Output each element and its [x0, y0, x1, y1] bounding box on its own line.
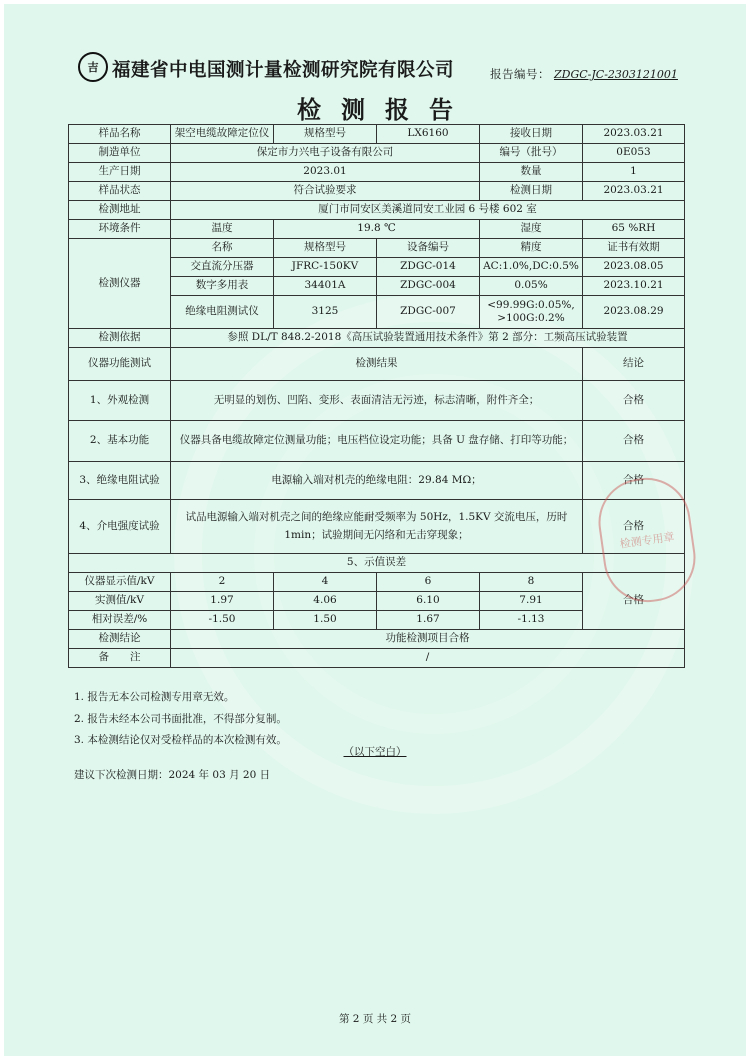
model-value: LX6160 [377, 125, 480, 144]
label-address: 检测地址 [69, 201, 171, 220]
instr-header-precision: 精度 [480, 239, 583, 258]
test-result: 仪器具备电缆故障定位测量功能；电压档位设定功能；具备 U 盘存储、打印等功能； [171, 421, 583, 462]
stamp-text: 检测专用章 [618, 530, 676, 551]
instr-name: 数字多用表 [171, 277, 274, 296]
report-number-value: ZDGC-JC-2303121001 [554, 68, 678, 81]
test-conclusion: 合格 [583, 462, 685, 500]
display-row [69, 573, 685, 592]
instr-precision [480, 296, 583, 329]
test-result: 无明显的划伤、凹陷、变形、表面清洁无污迹，标志清晰，附件齐全； [171, 381, 583, 421]
display-value: 4 [274, 573, 377, 592]
note-item: 2. 报告未经本公司书面批准，不得部分复制。 [74, 712, 287, 725]
label-hum: 湿度 [480, 220, 583, 239]
test-name: 4、介电强度试验 [69, 500, 171, 554]
label-env: 环境条件 [69, 220, 171, 239]
actual-value: 4.06 [274, 592, 377, 611]
label-rel: 相对误差/% [69, 611, 171, 630]
label-model: 规格型号 [274, 125, 377, 144]
sample-name: 架空电缆故障定位仪 [171, 125, 274, 144]
rel-value: -1.50 [171, 611, 274, 630]
instr-precision-line1: <99.99G:0.05%, [487, 298, 575, 311]
instr-header-id: 设备编号 [377, 239, 480, 258]
label-qty: 数量 [480, 163, 583, 182]
blank-marker [4, 744, 746, 759]
test-result: 试品电源输入端对机壳之间的绝缘应能耐受频率为 50Hz，1.5KV 交流电压，历时 1min；试验期间无闪络和无击穿现象； [171, 500, 583, 554]
test-conclusion: 合格 [583, 421, 685, 462]
remark-value: / [171, 649, 685, 668]
report-number-label: 报告编号： [490, 67, 550, 81]
label-receive-date: 接收日期 [480, 125, 583, 144]
company-logo-icon: 吉 [78, 52, 108, 82]
maker-value: 保定市力兴电子设备有限公司 [171, 144, 480, 163]
label-display: 仪器显示值/kV [69, 573, 171, 592]
test-name: 2、基本功能 [69, 421, 171, 462]
test-row [69, 500, 685, 554]
error-section-title: 5、示值误差 [69, 554, 685, 573]
rel-value: 1.67 [377, 611, 480, 630]
label-sample-name: 样品名称 [69, 125, 171, 144]
display-value: 2 [171, 573, 274, 592]
col-result-header: 检测结果 [171, 348, 583, 381]
instr-cert: 2023.08.29 [583, 296, 685, 329]
prod-date-value: 2023.01 [171, 163, 480, 182]
actual-value: 7.91 [480, 592, 583, 611]
instr-cert: 2023.10.21 [583, 277, 685, 296]
rel-value: 1.50 [274, 611, 377, 630]
label-conclusion: 检测结论 [69, 630, 171, 649]
receive-date-cell: 2023.03.21 [583, 125, 685, 144]
error-conclusion: 合格 [583, 573, 685, 630]
display-value: 8 [480, 573, 583, 592]
label-instruments: 检测仪器 [69, 239, 171, 329]
instr-model: JFRC-150KV [274, 258, 377, 277]
report-title: 检测报告 [297, 96, 473, 124]
report-table [68, 124, 685, 668]
company-name: 福建省中电国测计量检测研究院有限公司 [112, 60, 455, 81]
next-test-date: 建议下次检测日期：2024 年 03 月 20 日 [74, 769, 271, 781]
hum-value: 65 %RH [583, 220, 685, 239]
conclusion-value: 功能检测项目合格 [171, 630, 685, 649]
label-actual: 实测值/kV [69, 592, 171, 611]
instr-id: ZDGC-014 [377, 258, 480, 277]
report-number [490, 66, 678, 82]
serial-value: 0E053 [583, 144, 685, 163]
label-prod-date: 生产日期 [69, 163, 171, 182]
report-header [4, 4, 746, 124]
basis-value: 参照 DL/T 848.2-2018《高压试验装置通用技术条件》第 2 部分：工频高压试验装置 [171, 329, 685, 348]
label-maker: 制造单位 [69, 144, 171, 163]
blank-text: （以下空白） [343, 746, 407, 758]
note-item: 3. 本检测结论仅对受检样品的本次检测有效。 [74, 734, 287, 746]
test-row [69, 462, 685, 500]
note-item: 1. 报告无本公司检测专用章无效。 [74, 691, 235, 703]
temp-value: 19.8 ℃ [274, 220, 480, 239]
test-result: 电源输入端对机壳的绝缘电阻：29.84 MΩ； [171, 462, 583, 500]
instr-precision: 0.05% [480, 277, 583, 296]
actual-value: 1.97 [171, 592, 274, 611]
instr-model: 3125 [274, 296, 377, 329]
label-state: 样品状态 [69, 182, 171, 201]
instr-name: 交直流分压器 [171, 258, 274, 277]
test-row [69, 421, 685, 462]
report-page [4, 4, 746, 1056]
display-value: 6 [377, 573, 480, 592]
rel-value: -1.13 [480, 611, 583, 630]
label-serial: 编号（批号） [480, 144, 583, 163]
label-basis: 检测依据 [69, 329, 171, 348]
instr-header-name: 名称 [171, 239, 274, 258]
qty-value: 1 [583, 163, 685, 182]
test-conclusion: 合格 [583, 500, 685, 554]
instr-cert: 2023.08.05 [583, 258, 685, 277]
test-conclusion: 合格 [583, 381, 685, 421]
actual-value: 6.10 [377, 592, 480, 611]
instr-precision-line2: >100G:0.2% [497, 312, 565, 324]
label-remark: 备 注 [69, 649, 171, 668]
col-conclusion-header: 结论 [583, 348, 685, 381]
page-number: 第 2 页 共 2 页 [338, 1013, 412, 1025]
test-date-value: 2023.03.21 [583, 182, 685, 201]
instr-id: ZDGC-007 [377, 296, 480, 329]
instr-precision: AC:1.0%,DC:0.5% [480, 258, 583, 277]
label-test-date: 检测日期 [480, 182, 583, 201]
col-func-header: 仪器功能测试 [69, 348, 171, 381]
label-temp: 温度 [171, 220, 274, 239]
address-value: 厦门市同安区美溪道同安工业园 6 号楼 602 室 [171, 201, 685, 220]
instr-id: ZDGC-004 [377, 277, 480, 296]
instr-model: 34401A [274, 277, 377, 296]
instr-name: 绝缘电阻测试仪 [171, 296, 274, 329]
instr-header-cert: 证书有效期 [583, 239, 685, 258]
instr-header-model: 规格型号 [274, 239, 377, 258]
test-row [69, 381, 685, 421]
notes [74, 687, 287, 752]
test-name: 3、绝缘电阻试验 [69, 462, 171, 500]
test-name: 1、外观检测 [69, 381, 171, 421]
state-value: 符合试验要求 [171, 182, 480, 201]
